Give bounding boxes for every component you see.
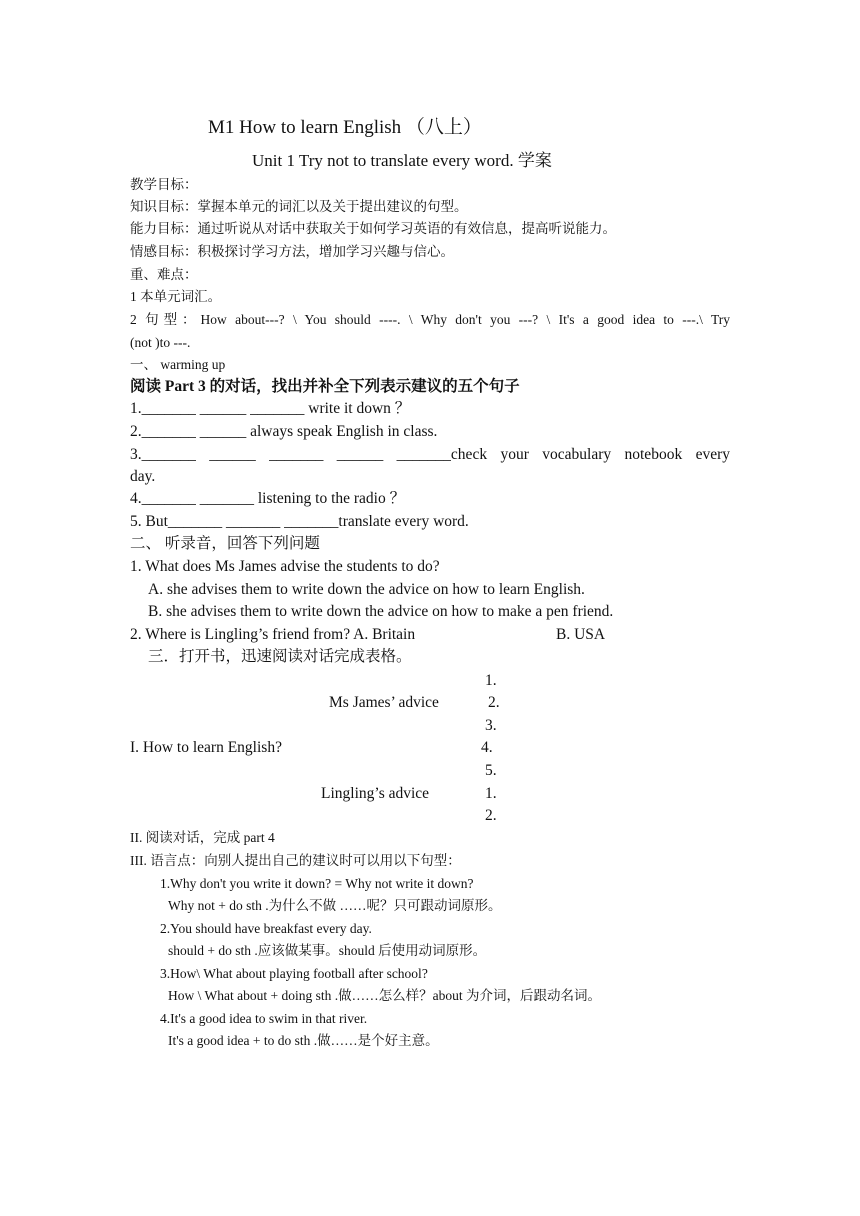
blank-question-5: 5. But_______ _______ _______translate every word. (130, 513, 469, 530)
james-advice-item-5: 5. (485, 762, 497, 779)
objective-emotion: 情感目标：积极探讨学习方法，增加学习兴趣与信心。 (130, 244, 454, 259)
lingling-advice-item-1: 1. (485, 785, 497, 802)
james-advice-item-4: 4. (481, 739, 493, 756)
keypoints-heading: 重、难点： (130, 267, 198, 282)
james-advice-item-1: 1. (485, 672, 497, 689)
objective-ability: 能力目标：通过听说从对话中获取关于如何学习英语的有效信息，提高听说能力。 (130, 221, 616, 236)
pattern-3-note: How \ What about + doing sth .做……怎么样？about 为介词，后跟动名词。 (168, 988, 601, 1003)
page-subtitle: Unit 1 Try not to translate every word. 学案 (252, 151, 552, 170)
lingling-advice-label: Lingling’s advice (321, 785, 430, 802)
listening-question-1: 1. What does Ms James advise the students to do? (130, 558, 440, 575)
section1-heading: 一、 warming up (130, 357, 226, 372)
section-iii-heading: III. 语言点：向别人提出自己的建议时可以用以下句型： (130, 853, 461, 868)
pattern-1-example: 1.Why don't you write it down? = Why not write it down? (160, 876, 474, 891)
james-advice-label: Ms James’ advice (329, 694, 439, 711)
section2-heading: 二、 听录音，回答下列问题 (130, 535, 320, 552)
listening-q1-option-b: B. she advises them to write down the advice on how to make a pen friend. (148, 603, 614, 620)
pattern-4-note: It's a good idea + to do sth .做……是个好主意。 (168, 1033, 439, 1048)
section1-instruction: 阅读 Part 3 的对话，找出并补全下列表示建议的五个句子 (130, 378, 520, 395)
pattern-2-note: should + do sth .应该做某事。should 后使用动词原形。 (168, 943, 487, 958)
keypoint-sentence-patterns: 2 句型：How about---? \ You should ----. \ Why don't you ---? \ It's a good idea to ---.\ Try (130, 312, 730, 327)
blank-question-3: 3._______ ______ _______ ______ _______check your vocabulary notebook every (130, 446, 730, 463)
page-title: M1 How to learn English （八上） (208, 117, 482, 138)
james-advice-item-3: 3. (485, 717, 497, 734)
section3-heading: 三．打开书，迅速阅读对话完成表格。 (148, 648, 412, 665)
pattern-2-example: 2.You should have breakfast every day. (160, 921, 372, 936)
how-to-learn-label: I. How to learn English? (130, 739, 282, 756)
lingling-advice-item-2: 2. (485, 807, 497, 824)
blank-question-3-cont: day. (130, 468, 156, 485)
james-advice-item-2: 2. (488, 694, 500, 711)
listening-q1-option-a: A. she advises them to write down the advice on how to learn English. (148, 581, 585, 598)
keypoint-vocabulary: 1 本单元词汇。 (130, 289, 222, 304)
blank-question-2: 2._______ ______ always speak English in class. (130, 423, 438, 440)
objective-knowledge: 知识目标：掌握本单元的词汇以及关于提出建议的句型。 (130, 199, 468, 214)
listening-q2-option-b: B. USA (556, 626, 606, 643)
section-ii-heading: II. 阅读对话，完成 part 4 (130, 830, 275, 845)
listening-question-2: 2. Where is Lingling’s friend from? A. Britain (130, 626, 416, 643)
pattern-1-note: Why not + do sth .为什么不做 ……呢？只可跟动词原形。 (168, 898, 502, 913)
objectives-heading: 教学目标： (130, 177, 198, 192)
blank-question-1: 1._______ ______ _______ write it down ？ (130, 400, 411, 417)
pattern-3-example: 3.How\ What about playing football after school? (160, 966, 428, 981)
pattern-4-example: 4.It's a good idea to swim in that river. (160, 1011, 368, 1026)
blank-question-4: 4._______ _______ listening to the radio ？ (130, 490, 406, 507)
keypoint-sentence-patterns-cont: (not )to ---. (130, 335, 191, 350)
